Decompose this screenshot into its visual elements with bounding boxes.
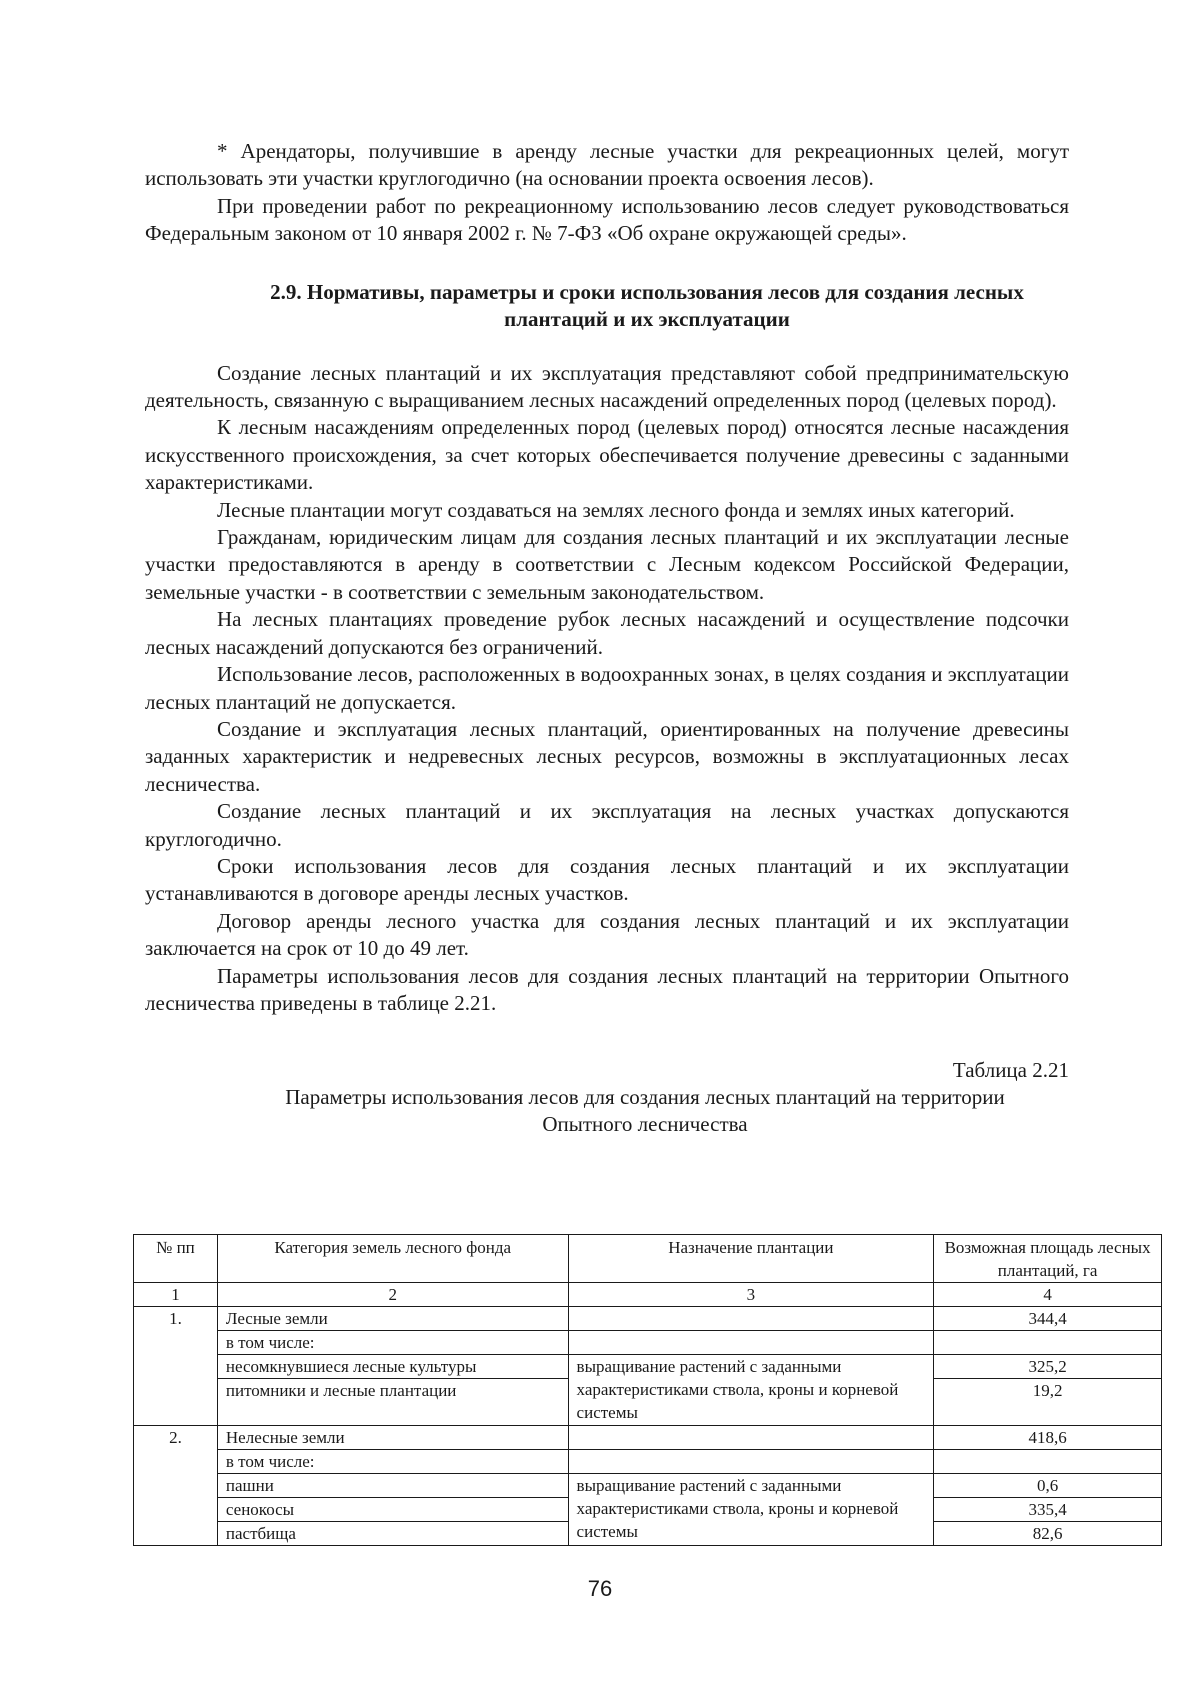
table-row — [134, 1307, 1162, 1331]
intro-paragraph-1: * Арендаторы, получившие в аренду лесные участки для рекреационных целей, могут использовать эти участки круглогодично (на основании проекта освоения лесов). — [145, 139, 1069, 191]
body-paragraph: На лесных плантациях проведение рубок лесных насаждений и осуществление подсочки лесных насаждений допускаются без ограничений. — [145, 607, 1069, 659]
header-cell: № пп — [134, 1235, 218, 1283]
body-paragraph: Использование лесов, расположенных в водоохранных зонах, в целях создания и эксплуатации лесных плантаций не допускается. — [145, 662, 1069, 714]
area-cell: 344,4 — [934, 1307, 1162, 1331]
table-caption-line: Параметры использования лесов для создания лесных плантаций на территории — [285, 1085, 1005, 1110]
body-paragraph: Договор аренды лесного участка для создания лесных плантаций и их эксплуатации заключается на срок от 10 до 49 лет. — [145, 908, 1069, 961]
area-cell: 19,2 — [934, 1379, 1162, 1426]
table-row — [134, 1355, 1162, 1379]
category-cell: Лесные земли — [217, 1307, 568, 1331]
body-paragraph: Лесные плантации могут создаваться на землях лесного фонда и землях иных категорий. — [217, 497, 1015, 522]
purpose-cell: выращивание растений с заданными характеристиками ствола, кроны и корневой системы — [568, 1355, 934, 1426]
purpose-cell — [568, 1331, 934, 1355]
header-cell: Назначение плантации — [568, 1235, 934, 1283]
category-cell: в том числе: — [217, 1450, 568, 1474]
category-cell: сенокосы — [217, 1498, 568, 1522]
column-number-cell: 2 — [217, 1283, 568, 1307]
column-number-row — [134, 1283, 1162, 1307]
group-number-cell: 2. — [134, 1426, 218, 1546]
table-header-row — [134, 1235, 1162, 1283]
area-cell — [934, 1331, 1162, 1355]
area-cell: 0,6 — [934, 1474, 1162, 1498]
area-cell: 418,6 — [934, 1426, 1162, 1450]
column-number-cell: 4 — [934, 1283, 1162, 1307]
body-paragraph: Создание и эксплуатация лесных плантаций, ориентированных на получение древесины заданных характеристик и недревесных лесных ресурсов, возможны в эксплуатационных лесах лесничества. — [145, 716, 1069, 796]
category-cell: пастбища — [217, 1522, 568, 1546]
body-paragraph: Создание лесных плантаций и их эксплуатация на лесных участках допускаются круглогодично. — [145, 799, 1069, 851]
body-paragraph: Сроки использования лесов для создания лесных плантаций и их эксплуатации устанавливаются в договоре аренды лесных участков. — [145, 853, 1069, 906]
body-paragraph: К лесным насаждениям определенных пород (целевых пород) относятся лесные насаждения искусственного происхождения, за счет которых обеспечивается получение древесины с заданными характеристиками. — [145, 415, 1069, 495]
table-number: Таблица 2.21 — [952, 1058, 1069, 1083]
body-paragraph: Параметры использования лесов для создания лесных плантаций на территории Опытного лесничества приведены в таблице 2.21. — [145, 963, 1069, 1015]
header-cell: Категория земель лесного фонда — [217, 1235, 568, 1283]
category-cell: несомкнувшиеся лесные культуры — [217, 1355, 568, 1379]
purpose-cell: выращивание растений с заданными характеристиками ствола, кроны и корневой системы — [568, 1474, 934, 1546]
area-cell: 325,2 — [934, 1355, 1162, 1379]
area-cell — [934, 1450, 1162, 1474]
intro-paragraph-2: При проведении работ по рекреационному использованию лесов следует руководствоваться Федеральным законом от 10 января 2002 г. № 7-ФЗ «Об охране окружающей среды». — [145, 193, 1069, 246]
page-number: 76 — [587, 1576, 613, 1601]
area-cell: 335,4 — [934, 1498, 1162, 1522]
purpose-cell — [568, 1426, 934, 1450]
section-heading: 2.9. Нормативы, параметры и сроки использования лесов для создания лесных плантаций и их эксплуатации — [270, 279, 1024, 331]
category-cell: Нелесные земли — [217, 1426, 568, 1450]
category-cell: пашни — [217, 1474, 568, 1498]
table-row — [134, 1474, 1162, 1498]
purpose-cell — [568, 1307, 934, 1331]
table-caption-line: Опытного лесничества — [542, 1112, 748, 1137]
table-row — [134, 1426, 1162, 1450]
category-cell: питомники и лесные плантации — [217, 1379, 568, 1426]
table-row — [134, 1450, 1162, 1474]
column-number-cell: 3 — [568, 1283, 934, 1307]
purpose-cell — [568, 1450, 934, 1474]
column-number-cell: 1 — [134, 1283, 218, 1307]
table-row — [134, 1331, 1162, 1355]
category-cell: в том числе: — [217, 1331, 568, 1355]
header-cell: Возможная площадь лесных плантаций, га — [934, 1235, 1162, 1283]
body-paragraph: Гражданам, юридическим лицам для создания лесных плантаций и их эксплуатации лесные участки предоставляются в аренду в соответствии с Лесным кодексом Российской Федерации, земельные участки - в соответствии с земельным законодательством. — [145, 525, 1069, 604]
group-number-cell: 1. — [134, 1307, 218, 1426]
area-cell: 82,6 — [934, 1522, 1162, 1546]
parameters-table — [133, 1234, 1162, 1546]
section-body — [145, 360, 1069, 1018]
body-paragraph: Создание лесных плантаций и их эксплуатация представляют собой предпринимательскую деятельность, связанную с выращиванием лесных насаждений определенных пород (целевых пород). — [145, 360, 1069, 413]
table-caption — [201, 1084, 1069, 1138]
